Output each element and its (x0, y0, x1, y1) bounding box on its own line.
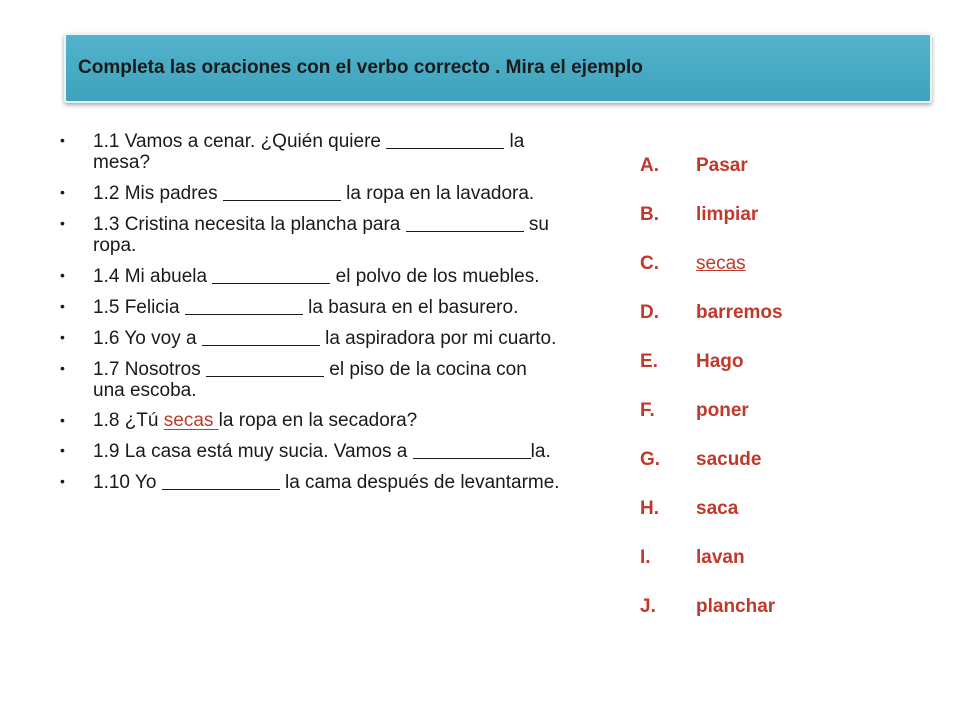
answer-blank[interactable] (413, 440, 531, 459)
option-item (640, 399, 783, 448)
sentence-after: la mesa? (93, 131, 525, 173)
answer-blank[interactable] (386, 130, 504, 149)
option-word: lavan (696, 547, 745, 568)
sentence-item (60, 182, 560, 204)
option-item (640, 497, 783, 546)
option-word: barremos (696, 302, 783, 323)
bullet-dot-icon: • (60, 360, 65, 376)
option-item (640, 154, 783, 203)
option-item (640, 595, 783, 644)
sentence-item (60, 410, 560, 431)
sentence-after: la aspiradora por mi cuarto. (319, 328, 557, 349)
sentence-item (60, 296, 560, 318)
option-item (640, 252, 783, 301)
sentence-after: su ropa. (93, 214, 549, 256)
sentence-after: el piso de la cocina con una escoba. (93, 359, 527, 401)
answer-filled[interactable]: secas (163, 410, 219, 431)
bullet-dot-icon: • (60, 298, 65, 314)
sentence-before: 1.9 La casa está muy sucia. Vamos a (93, 441, 413, 462)
sentence-after: la basura en el basurero. (302, 297, 519, 318)
answer-blank[interactable] (212, 265, 330, 284)
option-letter: E. (640, 351, 658, 372)
option-letter: J. (640, 596, 656, 617)
sentence-before: 1.4 Mi abuela (93, 266, 213, 287)
bullet-dot-icon: • (60, 184, 65, 200)
option-letter: F. (640, 400, 655, 421)
option-letter: D. (640, 302, 659, 323)
bullet-dot-icon: • (60, 267, 65, 283)
answer-blank[interactable] (206, 358, 324, 377)
sentence-item (60, 471, 560, 493)
sentence-before: 1.6 Yo voy a (93, 328, 202, 349)
option-letter: I. (640, 547, 651, 568)
sentence-before: 1.1 Vamos a cenar. ¿Quién quiere (93, 131, 387, 152)
sentence-after: la ropa en la lavadora. (340, 183, 535, 204)
option-letter: A. (640, 155, 659, 176)
option-letter: C. (640, 253, 659, 274)
sentence-after: la. (530, 441, 551, 462)
option-word: secas (696, 253, 746, 274)
option-item (640, 301, 783, 350)
answer-blank[interactable] (406, 213, 524, 232)
sentence-item (60, 327, 560, 349)
bullet-dot-icon: • (60, 132, 65, 148)
answer-blank[interactable] (162, 471, 280, 490)
sentence-before: 1.8 ¿Tú (93, 410, 164, 431)
sentence-before: 1.5 Felicia (93, 297, 185, 318)
option-word: Hago (696, 351, 744, 372)
answer-blank[interactable] (223, 182, 341, 201)
option-item (640, 448, 783, 497)
sentence-before: 1.3 Cristina necesita la plancha para (93, 214, 406, 235)
bullet-dot-icon: • (60, 473, 65, 489)
sentence-before: 1.7 Nosotros (93, 359, 206, 380)
option-letter: B. (640, 204, 659, 225)
option-item (640, 350, 783, 399)
title-banner (64, 33, 932, 103)
sentence-item (60, 265, 560, 287)
sentence-before: 1.2 Mis padres (93, 183, 223, 204)
sentence-item (60, 358, 560, 401)
option-word: poner (696, 400, 749, 421)
option-word: limpiar (696, 204, 759, 225)
sentence-list (60, 130, 560, 502)
bullet-dot-icon: • (60, 442, 65, 458)
sentence-item (60, 213, 560, 256)
sentence-item (60, 130, 560, 173)
option-word: sacude (696, 449, 762, 470)
bullet-dot-icon: • (60, 412, 65, 428)
bullet-dot-icon: • (60, 329, 65, 345)
page-title: Completa las oraciones con el verbo correcto . Mira el ejemplo (78, 57, 643, 78)
bullet-dot-icon: • (60, 215, 65, 231)
sentence-item (60, 440, 560, 462)
option-letter: G. (640, 449, 661, 470)
option-item (640, 203, 783, 252)
answer-blank[interactable] (185, 296, 303, 315)
option-word: planchar (696, 596, 776, 617)
option-word: Pasar (696, 155, 748, 176)
answer-blank[interactable] (202, 327, 320, 346)
option-letter: H. (640, 498, 659, 519)
sentence-after: la cama después de levantarme. (279, 472, 560, 493)
verb-options-list (640, 154, 783, 644)
option-word: saca (696, 498, 739, 519)
sentence-before: 1.10 Yo (93, 472, 162, 493)
option-item (640, 546, 783, 595)
sentence-after: la ropa en la secadora? (218, 410, 418, 431)
sentence-after: el polvo de los muebles. (330, 266, 540, 287)
